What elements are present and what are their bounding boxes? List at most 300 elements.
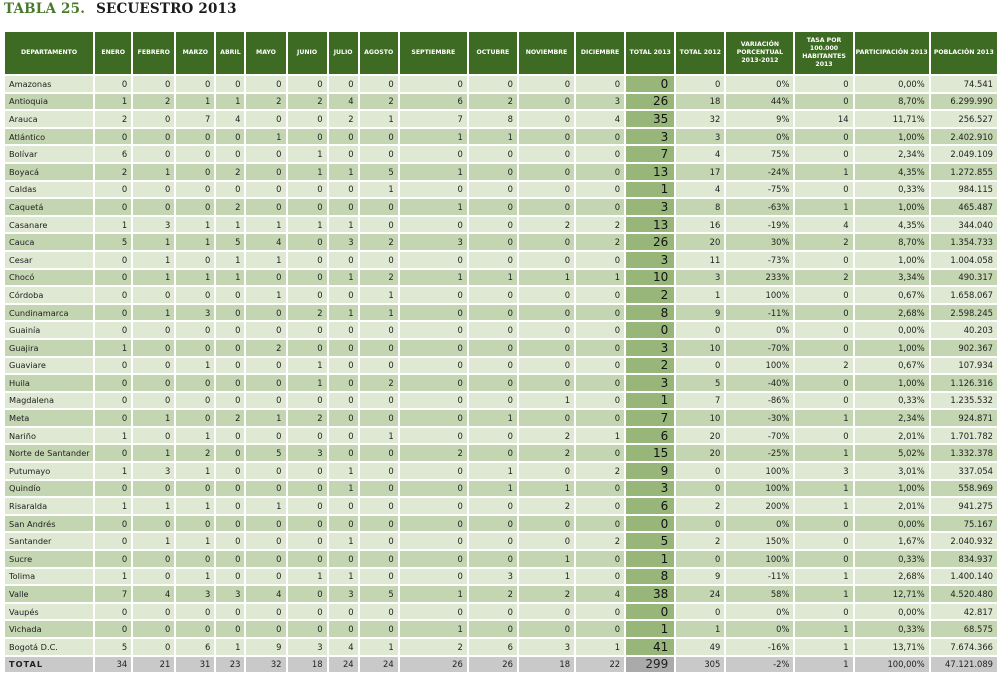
department-cell: Quindío: [5, 481, 93, 497]
table-cell: 0: [246, 199, 285, 215]
table-cell: 0: [795, 76, 852, 92]
table-cell: 9%: [726, 111, 793, 127]
table-cell: 1: [95, 463, 131, 479]
table-cell: 0: [329, 375, 358, 391]
table-cell: 233%: [726, 270, 793, 286]
table-cell: 0%: [726, 604, 793, 620]
table-cell: 0: [95, 604, 131, 620]
table-cell: 0: [176, 551, 214, 567]
table-cell: 0: [216, 375, 244, 391]
table-cell: 2: [519, 498, 574, 514]
table-cell: 0: [329, 182, 358, 198]
table-cell: 2: [360, 234, 398, 250]
table-cell: 0: [469, 234, 517, 250]
table-cell: 0: [176, 164, 214, 180]
table-cell: 0: [176, 76, 214, 92]
table-cell: 0: [795, 393, 852, 409]
table-cell: 8: [676, 199, 724, 215]
table-cell: 0: [469, 340, 517, 356]
table-cell: 0: [95, 182, 131, 198]
table-cell: 0: [400, 481, 467, 497]
table-cell: 1: [329, 533, 358, 549]
table-cell: 1: [246, 217, 285, 233]
table-cell: 0: [95, 76, 131, 92]
table-cell: 4: [246, 234, 285, 250]
table-cell: 1: [176, 234, 214, 250]
table-cell: 1: [360, 305, 398, 321]
table-cell: 0: [469, 322, 517, 338]
table-cell: 1,67%: [855, 533, 929, 549]
table-cell: 2: [519, 445, 574, 461]
table-cell: 7.674.366: [931, 639, 997, 655]
table-row: [5, 481, 997, 497]
table-cell: 0: [246, 481, 285, 497]
table-row: [5, 270, 997, 286]
table-cell: 0: [133, 146, 174, 162]
table-cell: 1: [626, 551, 674, 567]
table-row: [5, 217, 997, 233]
table-cell: 68.575: [931, 621, 997, 637]
table-cell: 3: [288, 445, 327, 461]
table-cell: 0: [288, 234, 327, 250]
table-cell: 0: [676, 516, 724, 532]
table-cell: 0: [576, 199, 624, 215]
table-cell: 0,00%: [855, 322, 929, 338]
table-cell: 5: [360, 164, 398, 180]
table-cell: 0: [95, 393, 131, 409]
table-cell: 0: [400, 287, 467, 303]
table-cell: 1: [519, 569, 574, 585]
table-cell: 3: [576, 94, 624, 110]
table-cell: 0: [176, 146, 214, 162]
table-cell: 0: [469, 164, 517, 180]
table-cell: 3: [469, 569, 517, 585]
table-cell: 1: [329, 217, 358, 233]
table-cell: 1: [176, 533, 214, 549]
table-row: [5, 516, 997, 532]
table-cell: 0: [329, 146, 358, 162]
table-cell: 0: [133, 604, 174, 620]
table-cell: 1: [133, 164, 174, 180]
department-cell: Putumayo: [5, 463, 93, 479]
table-cell: 0: [288, 252, 327, 268]
table-cell: -40%: [726, 375, 793, 391]
table-cell: 0: [133, 199, 174, 215]
table-row: [5, 604, 997, 620]
column-header: TASA POR 100.000 HABITANTES 2013: [795, 32, 852, 74]
table-cell: 0: [329, 322, 358, 338]
table-cell: 3: [626, 375, 674, 391]
table-cell: 1: [288, 146, 327, 162]
department-cell: Guajira: [5, 340, 93, 356]
table-cell: 3: [133, 217, 174, 233]
table-cell: 9: [246, 639, 285, 655]
table-cell: 100,00%: [855, 657, 929, 673]
department-cell: San Andrés: [5, 516, 93, 532]
table-cell: 0,33%: [855, 182, 929, 198]
table-cell: 7: [176, 111, 214, 127]
table-cell: -11%: [726, 305, 793, 321]
table-cell: 1,00%: [855, 129, 929, 145]
table-cell: 2: [288, 305, 327, 321]
table-cell: 8,70%: [855, 94, 929, 110]
table-cell: 0: [469, 305, 517, 321]
table-cell: 32: [676, 111, 724, 127]
table-cell: 3,01%: [855, 463, 929, 479]
table-cell: 22: [576, 657, 624, 673]
table-cell: 0: [288, 199, 327, 215]
table-cell: -16%: [726, 639, 793, 655]
table-cell: 0: [329, 428, 358, 444]
table-cell: 0: [133, 358, 174, 374]
table-row: [5, 146, 997, 162]
table-cell: 0: [329, 287, 358, 303]
table-row: [5, 428, 997, 444]
table-cell: 941.275: [931, 498, 997, 514]
table-cell: 0: [133, 129, 174, 145]
table-cell: 3: [329, 234, 358, 250]
table-cell: 10: [626, 270, 674, 286]
table-cell: 2.040.932: [931, 533, 997, 549]
table-cell: 0: [133, 621, 174, 637]
table-cell: 0: [400, 428, 467, 444]
table-cell: 0: [400, 182, 467, 198]
table-cell: 1: [626, 393, 674, 409]
table-cell: 0: [133, 569, 174, 585]
column-header: NOVIEMBRE: [519, 32, 574, 74]
table-cell: 0: [216, 604, 244, 620]
table-cell: 0: [795, 340, 852, 356]
department-cell: Risaralda: [5, 498, 93, 514]
table-cell: 0: [133, 428, 174, 444]
table-cell: 0: [576, 410, 624, 426]
table-cell: 0: [360, 516, 398, 532]
table-cell: 1: [288, 375, 327, 391]
table-cell: 30%: [726, 234, 793, 250]
table-cell: 0: [576, 129, 624, 145]
table-cell: 0: [133, 481, 174, 497]
table-cell: 0: [176, 182, 214, 198]
table-cell: 1.235.532: [931, 393, 997, 409]
table-cell: 2: [676, 533, 724, 549]
table-cell: 0: [576, 551, 624, 567]
table-cell: 0: [519, 252, 574, 268]
table-cell: -11%: [726, 569, 793, 585]
table-cell: 0: [288, 516, 327, 532]
table-cell: 2: [469, 94, 517, 110]
table-cell: 0: [216, 533, 244, 549]
table-cell: 0: [576, 340, 624, 356]
table-cell: 1: [360, 639, 398, 655]
column-header: OCTUBRE: [469, 32, 517, 74]
table-cell: 2: [795, 234, 852, 250]
table-cell: 5: [95, 639, 131, 655]
table-cell: 0: [795, 146, 852, 162]
table-row: [5, 94, 997, 110]
table-cell: 0: [360, 146, 398, 162]
table-cell: -2%: [726, 657, 793, 673]
table-cell: 26: [626, 234, 674, 250]
table-heading: SECUESTRO 2013: [96, 1, 237, 17]
table-cell: 0: [216, 146, 244, 162]
table-cell: 23: [216, 657, 244, 673]
table-cell: 0,67%: [855, 358, 929, 374]
table-cell: 0: [95, 533, 131, 549]
table-row: [5, 533, 997, 549]
table-cell: 3: [519, 639, 574, 655]
table-cell: 3: [626, 481, 674, 497]
table-cell: 0: [576, 287, 624, 303]
table-cell: 1: [133, 445, 174, 461]
table-cell: 1: [795, 481, 852, 497]
table-cell: 2,68%: [855, 569, 929, 585]
table-cell: 3: [176, 305, 214, 321]
table-cell: 0: [360, 358, 398, 374]
column-header: MARZO: [176, 32, 214, 74]
table-cell: 40.203: [931, 322, 997, 338]
table-cell: 0: [288, 481, 327, 497]
table-cell: 0: [216, 340, 244, 356]
table-cell: 0: [95, 621, 131, 637]
table-cell: 0: [246, 463, 285, 479]
table-cell: 35: [626, 111, 674, 127]
department-cell: Bogotá D.C.: [5, 639, 93, 655]
table-cell: 0: [216, 445, 244, 461]
table-cell: 0: [133, 340, 174, 356]
table-cell: 0: [288, 533, 327, 549]
table-cell: 0: [519, 375, 574, 391]
table-cell: 299: [626, 657, 674, 673]
table-cell: 0: [329, 621, 358, 637]
table-cell: 0: [576, 621, 624, 637]
table-cell: 0: [176, 516, 214, 532]
table-cell: 2: [519, 586, 574, 602]
table-cell: 0: [246, 305, 285, 321]
table-cell: 1: [519, 393, 574, 409]
table-cell: 4: [246, 586, 285, 602]
table-cell: 3: [676, 270, 724, 286]
table-cell: 2,68%: [855, 305, 929, 321]
table-cell: 0: [133, 516, 174, 532]
table-cell: 75%: [726, 146, 793, 162]
table-cell: 0: [246, 322, 285, 338]
table-cell: 1: [288, 217, 327, 233]
table-cell: 2: [246, 94, 285, 110]
table-cell: 1: [519, 551, 574, 567]
table-cell: 0: [95, 287, 131, 303]
table-cell: 0: [246, 111, 285, 127]
table-cell: 0%: [726, 129, 793, 145]
table-cell: 2: [216, 199, 244, 215]
table-row: [5, 76, 997, 92]
table-cell: 1: [469, 463, 517, 479]
table-cell: 337.054: [931, 463, 997, 479]
table-cell: 0: [329, 340, 358, 356]
table-cell: 0: [795, 533, 852, 549]
table-cell: 0: [288, 463, 327, 479]
table-cell: 3: [795, 463, 852, 479]
table-cell: 2: [95, 164, 131, 180]
table-cell: 1: [216, 270, 244, 286]
table-cell: 8: [626, 569, 674, 585]
table-cell: 1: [246, 498, 285, 514]
table-cell: 2: [176, 445, 214, 461]
table-cell: 1,00%: [855, 340, 929, 356]
table-cell: 12,71%: [855, 586, 929, 602]
table-cell: 0: [795, 551, 852, 567]
table-cell: 0: [360, 551, 398, 567]
table-cell: 1: [360, 111, 398, 127]
table-number: TABLA 25.: [4, 1, 86, 17]
table-cell: 1: [329, 270, 358, 286]
table-row: [5, 252, 997, 268]
table-cell: 0: [360, 410, 398, 426]
column-header: DICIEMBRE: [576, 32, 624, 74]
table-cell: 0: [360, 76, 398, 92]
table-cell: 1: [469, 270, 517, 286]
table-cell: 0: [329, 551, 358, 567]
table-cell: 0: [133, 393, 174, 409]
table-cell: 2: [288, 410, 327, 426]
table-cell: 1: [795, 657, 852, 673]
table-cell: 0: [246, 569, 285, 585]
table-cell: 0: [329, 516, 358, 532]
table-cell: 0: [576, 498, 624, 514]
table-cell: 107.934: [931, 358, 997, 374]
table-cell: 0,33%: [855, 621, 929, 637]
table-cell: 4: [795, 217, 852, 233]
table-cell: 0: [216, 551, 244, 567]
table-cell: 1: [795, 445, 852, 461]
table-cell: 0: [176, 604, 214, 620]
table-cell: 21: [133, 657, 174, 673]
table-cell: 0: [576, 182, 624, 198]
table-cell: 0: [576, 569, 624, 585]
table-cell: 1: [133, 533, 174, 549]
table-cell: 1: [519, 481, 574, 497]
table-cell: 0: [329, 410, 358, 426]
table-cell: 1: [95, 217, 131, 233]
table-row: [5, 322, 997, 338]
table-cell: 0: [360, 621, 398, 637]
department-cell: Guainía: [5, 322, 93, 338]
table-cell: 0: [95, 270, 131, 286]
table-cell: 0: [676, 481, 724, 497]
table-cell: 2: [576, 234, 624, 250]
table-cell: 1: [469, 410, 517, 426]
table-cell: 2: [626, 358, 674, 374]
table-cell: 0: [795, 428, 852, 444]
table-cell: 2: [400, 639, 467, 655]
column-header: FEBRERO: [133, 32, 174, 74]
table-cell: 1: [519, 270, 574, 286]
table-cell: 0: [795, 322, 852, 338]
table-cell: 1: [676, 287, 724, 303]
table-cell: 0: [400, 604, 467, 620]
table-cell: 0: [176, 129, 214, 145]
table-row: [5, 445, 997, 461]
table-cell: 5: [360, 586, 398, 602]
table-cell: 1: [329, 569, 358, 585]
table-cell: 2: [246, 340, 285, 356]
department-cell: Nariño: [5, 428, 93, 444]
table-cell: 6.299.990: [931, 94, 997, 110]
table-cell: 3: [626, 252, 674, 268]
table-cell: 1: [795, 586, 852, 602]
table-cell: 0: [176, 340, 214, 356]
table-cell: 1.126.316: [931, 375, 997, 391]
table-cell: -30%: [726, 410, 793, 426]
department-cell: Antioquia: [5, 94, 93, 110]
table-cell: 20: [676, 445, 724, 461]
table-cell: 0: [626, 322, 674, 338]
table-cell: 0: [216, 516, 244, 532]
table-cell: 2: [676, 498, 724, 514]
table-cell: 0: [133, 111, 174, 127]
table-cell: 0%: [726, 322, 793, 338]
table-cell: 1,00%: [855, 375, 929, 391]
table-cell: 24: [360, 657, 398, 673]
table-cell: 0: [576, 393, 624, 409]
table-row: [5, 586, 997, 602]
table-cell: 0: [176, 481, 214, 497]
table-cell: 1: [95, 498, 131, 514]
table-cell: -19%: [726, 217, 793, 233]
table-cell: 2,01%: [855, 498, 929, 514]
table-cell: 3: [288, 639, 327, 655]
table-cell: 2: [329, 111, 358, 127]
table-cell: 0: [469, 498, 517, 514]
table-cell: 0,67%: [855, 287, 929, 303]
table-cell: 0: [133, 639, 174, 655]
table-cell: 42.817: [931, 604, 997, 620]
table-cell: 0: [519, 234, 574, 250]
column-header: PARTICIPACIÓN 2013: [855, 32, 929, 74]
table-cell: 0: [95, 129, 131, 145]
table-cell: 0: [360, 199, 398, 215]
table-cell: 0: [95, 322, 131, 338]
table-cell: 0: [95, 375, 131, 391]
table-cell: 1: [626, 621, 674, 637]
table-cell: 0: [676, 551, 724, 567]
table-cell: 1: [176, 498, 214, 514]
table-cell: 0: [216, 287, 244, 303]
table-cell: 0: [360, 129, 398, 145]
table-cell: 0: [246, 164, 285, 180]
table-cell: 0: [216, 322, 244, 338]
table-cell: 3,34%: [855, 270, 929, 286]
table-cell: 0: [519, 410, 574, 426]
table-cell: 4: [133, 586, 174, 602]
table-cell: 490.317: [931, 270, 997, 286]
table-cell: 1: [795, 498, 852, 514]
table-cell: 20: [676, 234, 724, 250]
table-cell: 1: [133, 410, 174, 426]
header-row: [5, 32, 997, 74]
table-cell: 0: [176, 393, 214, 409]
table-cell: 0: [95, 481, 131, 497]
table-row: [5, 199, 997, 215]
table-cell: 1: [576, 270, 624, 286]
table-cell: 8,70%: [855, 234, 929, 250]
table-cell: 0%: [726, 76, 793, 92]
table-title: [4, 1, 237, 19]
table-cell: 1: [795, 199, 852, 215]
table-cell: 8: [469, 111, 517, 127]
table-cell: 0: [400, 569, 467, 585]
table-cell: 1.272.855: [931, 164, 997, 180]
table-cell: 0: [469, 375, 517, 391]
